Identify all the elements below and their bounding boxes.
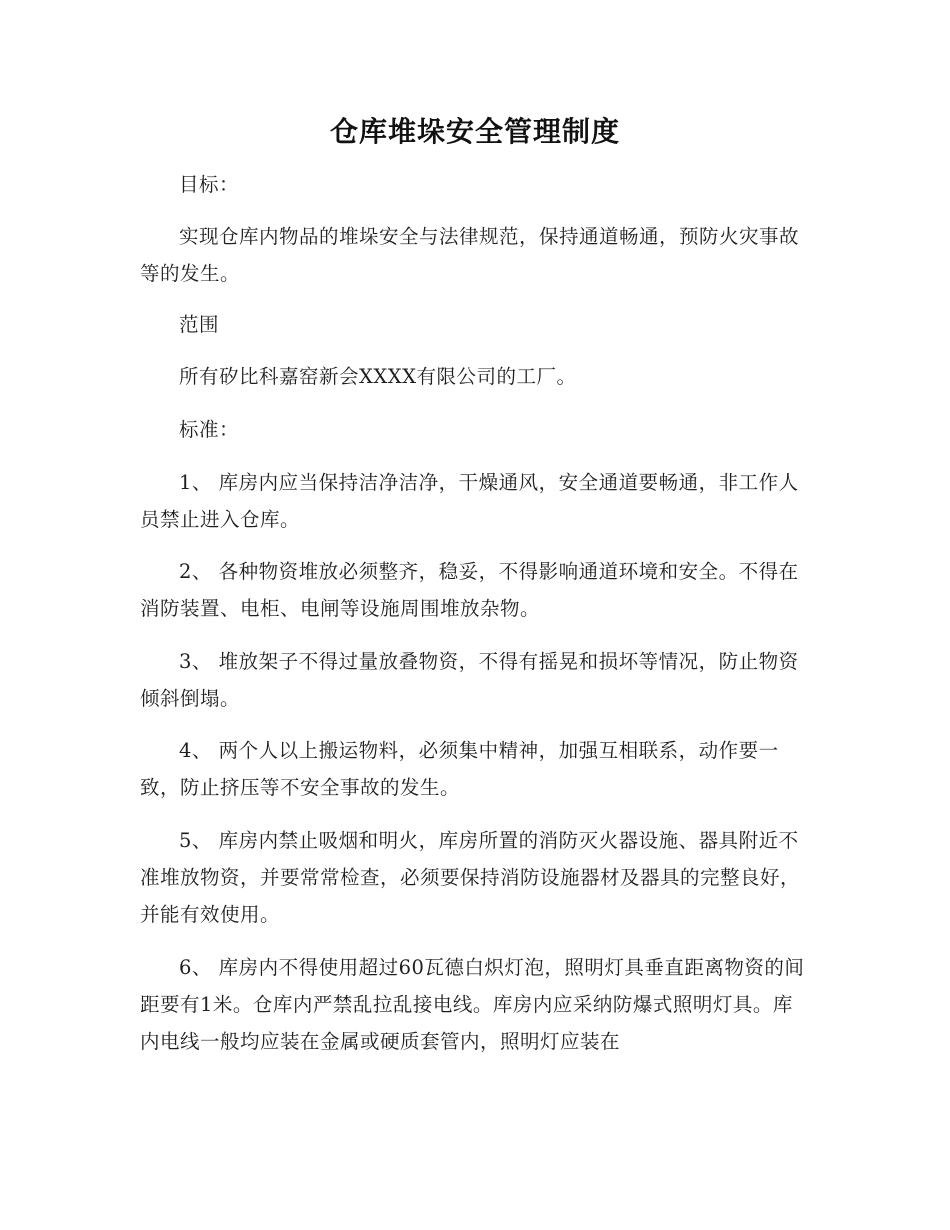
standard-item-6: 6、 库房内不得使用超过60瓦德白炽灯泡，照明灯具垂直距离物资的间距要有1米。仓库内严禁乱拉乱接电线。库房内应采纳防爆式照明灯具。库内电线一般均应装在金属或硬质套管内，照明灯应装在 — [140, 956, 805, 1053]
scope-text: 所有矽比科嘉窑新会XXXX有限公司的工厂。 — [179, 365, 577, 388]
standard-item-5: 5、 库房内禁止吸烟和明火，库房所置的消防灭火器设施、器具附近不准堆放物资，并要常常检查，必须要保持消防设施器材及器具的完整良好，并能有效使用。 — [140, 829, 801, 926]
standard-item-4: 4、 两个人以上搬运物料，必须集中精神，加强互相联系，动作要一致，防止挤压等不安全事故的发生。 — [140, 739, 779, 799]
standard-item-2: 2、 各种物资堆放必须整齐，稳妥，不得影响通道环境和安全。不得在消防装置、电柜、电闸等设施周围堆放杂物。 — [140, 560, 799, 620]
standard-item-3: 3、 堆放架子不得过量放叠物资，不得有摇晃和损坏等情况，防止物资倾斜倒塌。 — [140, 650, 799, 710]
scope-heading: 范围 — [179, 313, 220, 336]
document-title: 仓库堆垛安全管理制度 — [329, 115, 620, 148]
objective-text: 实现仓库内物品的堆垛安全与法律规范，保持通道畅通，预防火灾事故等的发生。 — [140, 225, 800, 285]
standard-item-1: 1、 库房内应当保持洁净洁净，干燥通风，安全通道要畅通，非工作人员禁止进入仓库。 — [140, 471, 799, 531]
objective-heading: 目标： — [179, 173, 240, 196]
standard-heading: 标准： — [179, 418, 240, 441]
